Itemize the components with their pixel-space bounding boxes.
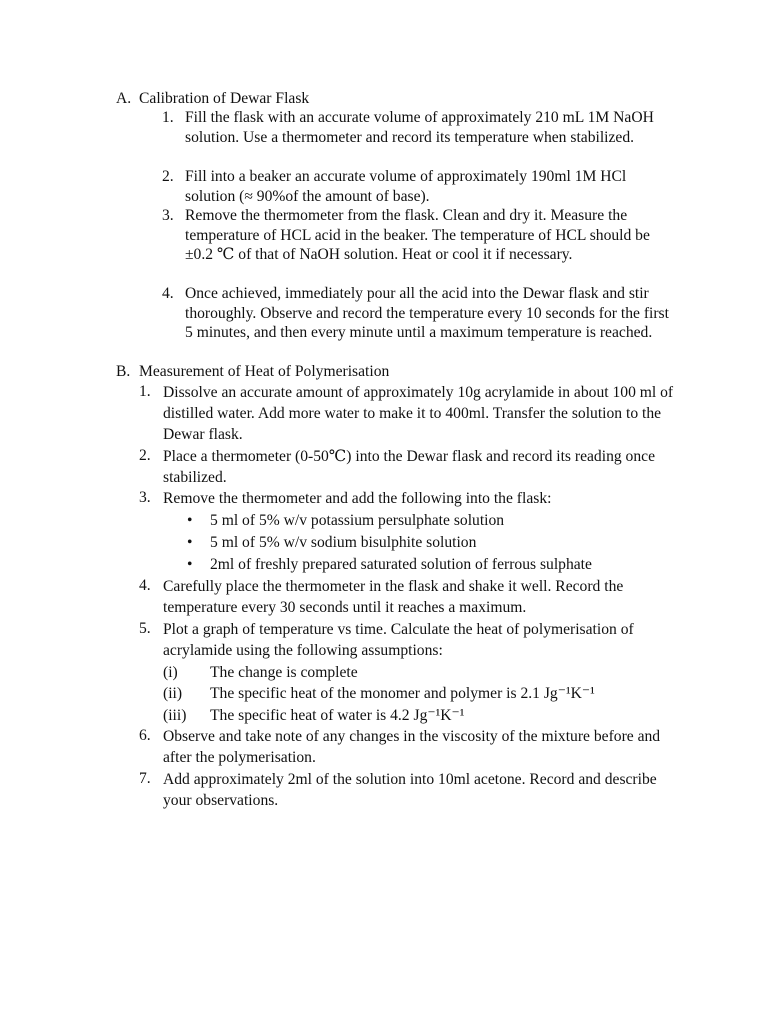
bullet-dot-icon: •: [187, 556, 193, 573]
item-number: 2.: [139, 447, 151, 464]
assumption-number: (i): [163, 664, 178, 681]
item-text: Dissolve an accurate amount of approximately 10g acrylamide in about 100 ml of distilled water. Add more water to make it to 400ml. Transfer the solution to the Dewar flask.: [163, 384, 674, 444]
assumption-text: The specific heat of the monomer and polymer is 2.1 Jg⁻¹K⁻¹: [210, 685, 595, 702]
item-number: 1.: [162, 109, 174, 126]
item-number: 1.: [139, 383, 151, 400]
bullet-list: [139, 510, 674, 576]
bullet-item: [187, 554, 674, 576]
item-number: 7.: [139, 770, 151, 787]
assumption-item: [163, 705, 674, 726]
section-a-title: Calibration of Dewar Flask: [139, 90, 310, 107]
bullet-item: [187, 532, 674, 554]
list-item: [139, 446, 674, 488]
item-text: Place a thermometer (0-50℃) into the Dewar flask and record its reading once stabilized.: [163, 448, 655, 487]
list-item: [162, 284, 674, 362]
section-b-title: Measurement of Heat of Polymerisation: [139, 363, 390, 380]
item-number: 3.: [162, 207, 174, 224]
bullet-dot-icon: •: [187, 534, 193, 551]
item-text: Add approximately 2ml of the solution into 10ml acetone. Record and describe your observations.: [163, 771, 657, 810]
assumption-text: The specific heat of water is 4.2 Jg⁻¹K⁻¹: [210, 707, 465, 724]
bullet-text: 5 ml of 5% w/v potassium persulphate solution: [210, 512, 505, 529]
section-b-label: B.: [116, 363, 131, 380]
item-number: 3.: [139, 489, 151, 506]
section-a-heading: [116, 89, 676, 109]
item-text: Observe and take note of any changes in the viscosity of the mixture before and after the polymerisation.: [163, 728, 661, 767]
list-item: [139, 769, 674, 812]
list-item: [162, 108, 674, 167]
list-item: [139, 576, 674, 619]
assumption-number: (iii): [163, 707, 187, 724]
item-text: Fill the flask with an accurate volume of approximately 210 mL 1M NaOH solution. Use a thermometer and record its temperature when stabilized.: [185, 109, 654, 146]
item-number: 2.: [162, 168, 174, 185]
bullet-text: 5 ml of 5% w/v sodium bisulphite solution: [210, 534, 477, 551]
list-item: [162, 167, 674, 206]
item-text: Fill into a beaker an accurate volume of approximately 190ml 1M HCl solution (≈ 90%of the amount of base).: [185, 168, 627, 205]
item-number: 5.: [139, 620, 151, 637]
list-item: [139, 382, 674, 446]
section-b-list: [139, 382, 674, 812]
bullet-text: 2ml of freshly prepared saturated solution of ferrous sulphate: [210, 556, 592, 573]
item-text: Remove the thermometer from the flask. Clean and dry it. Measure the temperature of HCL acid in the beaker. The temperature of HCL should be ±0.2 ℃ of that of NaOH solution. Heat or cool it if necessary.: [185, 207, 650, 264]
item-number: 4.: [139, 577, 151, 594]
assumption-list: [139, 662, 674, 726]
item-number: 6.: [139, 727, 151, 744]
item-number: 4.: [162, 285, 174, 302]
assumption-item: [163, 662, 674, 683]
item-text: Plot a graph of temperature vs time. Calculate the heat of polymerisation of acrylamide using the following assumptions:: [163, 621, 634, 660]
assumption-item: [163, 683, 674, 705]
item-text: Once achieved, immediately pour all the acid into the Dewar flask and stir thoroughly. Observe and record the temperature every 10 seconds for the first 5 minutes, and then every minute until a maximum temperature is reached.: [185, 285, 669, 342]
list-item: [139, 488, 674, 510]
list-item: [162, 206, 674, 284]
section-a-label: A.: [116, 90, 132, 107]
list-item: [139, 726, 674, 769]
item-text: Carefully place the thermometer in the flask and shake it well. Record the temperature every 30 seconds until it reaches a maximum.: [163, 578, 624, 617]
list-item: [139, 619, 674, 662]
section-b-heading: [116, 362, 676, 382]
assumption-text: The change is complete: [210, 664, 358, 681]
bullet-item: [187, 510, 674, 532]
assumption-number: (ii): [163, 685, 183, 702]
section-a-list: [162, 108, 674, 362]
item-text: Remove the thermometer and add the following into the flask:: [163, 490, 552, 507]
bullet-dot-icon: •: [187, 512, 193, 529]
